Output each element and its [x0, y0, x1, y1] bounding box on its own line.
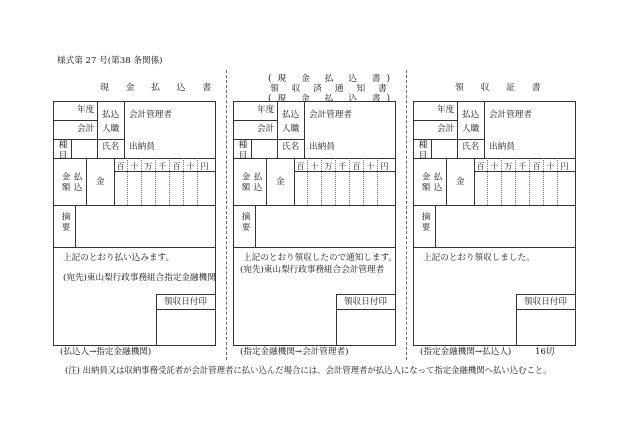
label-kingaku: 払込金額 — [240, 172, 262, 194]
label-kaikei: 会計 — [77, 124, 95, 134]
label-tekiyo: 摘要 — [420, 212, 430, 234]
stamp-label: 領収日付印 — [344, 297, 387, 307]
label-tekiyo: 摘要 — [60, 212, 70, 234]
label-nyushoku: 人職 — [282, 124, 300, 134]
label-shimei: 氏名 — [462, 142, 480, 152]
label-nyushoku: 人職 — [462, 124, 480, 134]
label-nendo: 年度 — [437, 105, 455, 115]
label-haraikomi: 払込 — [102, 110, 120, 120]
label-nyushoku: 人職 — [102, 124, 120, 134]
stamp-label: 領収日付印 — [164, 297, 207, 307]
label-shimei: 氏名 — [282, 142, 300, 152]
addressee: (宛先)東山梨行政事務組合指定金融機関 — [63, 273, 216, 283]
label-nendo: 年度 — [77, 105, 95, 115]
kaikei-kanrisha: 会計管理者 — [309, 110, 352, 120]
label-kingaku: 払込金額 — [420, 172, 442, 194]
form-number: 様式第 27 号(第38 条関係) — [57, 56, 163, 66]
kaikei-kanrisha: 会計管理者 — [489, 110, 532, 120]
label-kingaku: 払込金額 — [60, 172, 82, 194]
label-kin: 金 — [276, 177, 285, 187]
message: 上記のとおり払い込みます。 — [63, 253, 175, 263]
label-kin: 金 — [456, 177, 465, 187]
label-shumoku: 種目 — [57, 140, 67, 162]
suitouin: 出納員 — [309, 142, 335, 152]
paper-size: 16切 — [535, 347, 555, 357]
label-kaikei: 会計 — [257, 124, 275, 134]
label-shumoku: 種目 — [417, 140, 427, 162]
footnote: (注) 出納員又は収納事務受託者が会計管理者に払い込んだ場合には、会計管理者が払込人になって指定金融機関へ払い込むこと。 — [65, 365, 552, 375]
panel-title: 領 収 証 書 — [455, 83, 548, 93]
label-shumoku: 種目 — [237, 140, 247, 162]
title-line-2: 領 収 済 通 知 書 — [270, 84, 392, 94]
message: 上記のとおり領収したので通知します。 — [243, 253, 398, 263]
cut-line-left — [226, 70, 227, 360]
stamp-label: 領収日付印 — [524, 297, 567, 307]
label-kaikei: 会計 — [437, 124, 455, 134]
label-tekiyo: 摘要 — [240, 212, 250, 234]
cut-line-right — [406, 70, 407, 360]
route-label: (指定金融機関→会計管理者) — [240, 347, 349, 357]
addressee: (宛先)東山梨行政事務組合会計管理者 — [240, 265, 385, 275]
suitouin: 出納員 — [129, 142, 155, 152]
title-line-3: (現 金 払 込 書) — [268, 94, 397, 104]
kaikei-kanrisha: 会計管理者 — [129, 110, 172, 120]
label-haraikomi: 払込 — [282, 110, 300, 120]
suitouin: 出納員 — [489, 142, 515, 152]
label-nendo: 年度 — [257, 105, 275, 115]
label-haraikomi: 払込 — [462, 110, 480, 120]
panel-title: 現 金 払 込 書 — [100, 83, 219, 93]
label-shimei: 氏名 — [102, 142, 120, 152]
route-label: (払込人→指定金融機関) — [60, 347, 152, 357]
route-label: (指定金融機関→払込人) — [420, 347, 512, 357]
label-kin: 金 — [96, 177, 105, 187]
title-line-1: (現 金 払 込 書) — [268, 74, 397, 84]
message: 上記のとおり領収しました。 — [423, 253, 535, 263]
